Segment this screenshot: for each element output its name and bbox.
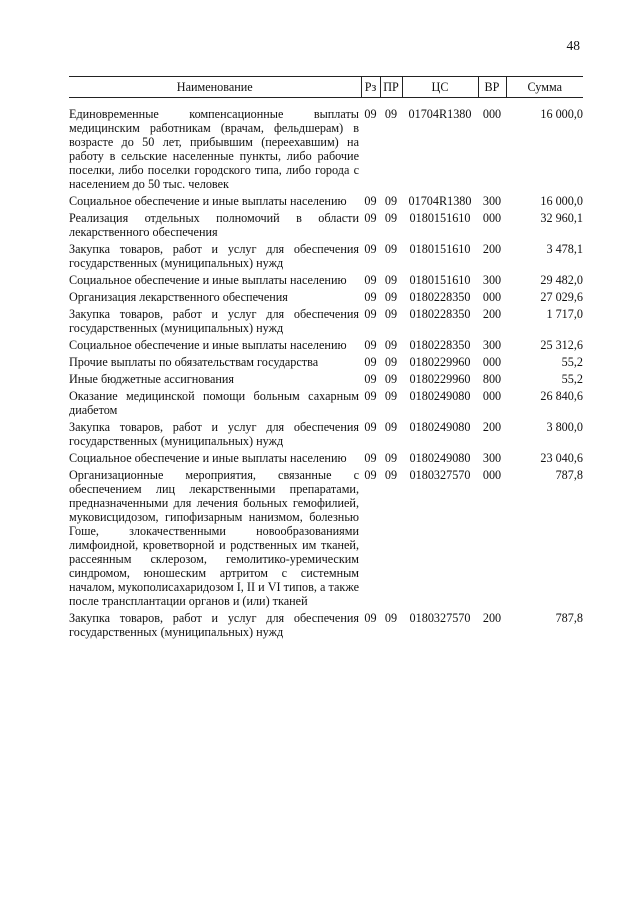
cell-pr: 09 [384,307,398,321]
cell-cs: 0180327570 [409,468,471,482]
cell-name: Закупка товаров, работ и услуг для обеспечения государственных (муниципальных) нужд [69,242,359,270]
cell-cs: 0180151610 [409,273,471,287]
cell-rz: 09 [364,372,377,386]
cell-name: Прочие выплаты по обязательствам государства [69,355,319,369]
cell-vr: 000 [482,468,502,482]
cell-pr: 09 [384,372,398,386]
table-row [69,290,583,307]
page-number: 48 [566,38,580,53]
cell-sum: 16 000,0 [540,107,583,121]
cell-name: Единовременные компенсационные выплаты медицинским работникам (врачам, фельдшерам) в возрасте до 50 лет, прибывшим (переехавшим) на работу в сельские населенные пункты, либо рабочие поселки, либо поселки городского типа, либо города с населением до 50 тыс. человек [69,107,359,191]
cell-pr: 09 [384,107,398,121]
header-sum: Сумма [506,77,583,98]
table-row [69,242,583,273]
table-row [69,307,583,338]
table-row [69,211,583,242]
cell-rz: 09 [364,468,377,482]
cell-vr: 000 [482,107,502,121]
cell-sum: 3 478,1 [546,242,583,256]
cell-cs: 0180229960 [409,355,471,369]
cell-rz: 09 [364,242,377,256]
cell-pr: 09 [384,355,398,369]
cell-cs: 0180249080 [409,389,471,403]
cell-vr: 300 [482,451,502,465]
header-vr: ВР [478,77,506,98]
table-row [69,107,583,194]
cell-pr: 09 [384,389,398,403]
cell-cs: 0180228350 [409,290,471,304]
cell-rz: 09 [364,611,377,625]
cell-pr: 09 [384,338,398,352]
cell-pr: 09 [384,468,398,482]
cell-rz: 09 [364,211,377,225]
cell-sum: 787,8 [555,611,583,625]
cell-rz: 09 [364,273,377,287]
cell-cs: 0180249080 [409,451,471,465]
cell-name: Оказание медицинской помощи больным сахарным диабетом [69,389,359,417]
cell-pr: 09 [384,451,398,465]
cell-name: Социальное обеспечение и иные выплаты населению [69,338,347,352]
cell-cs: 01704R1380 [408,194,472,208]
cell-name: Иные бюджетные ассигнования [69,372,235,386]
cell-cs: 0180151610 [409,242,471,256]
cell-pr: 09 [384,242,398,256]
cell-sum: 25 312,6 [540,338,583,352]
cell-cs: 01704R1380 [408,107,472,121]
cell-vr: 300 [482,194,502,208]
cell-sum: 29 482,0 [540,273,583,287]
cell-sum: 23 040,6 [540,451,583,465]
cell-rz: 09 [364,451,377,465]
cell-pr: 09 [384,194,398,208]
cell-vr: 300 [482,273,502,287]
cell-sum: 26 840,6 [540,389,583,403]
cell-name: Социальное обеспечение и иные выплаты населению [69,194,347,208]
cell-rz: 09 [364,338,377,352]
cell-name: Реализация отдельных полномочий в области лекарственного обеспечения [69,211,359,239]
cell-vr: 000 [482,355,502,369]
table-header [69,77,583,98]
cell-rz: 09 [364,355,377,369]
cell-sum: 55,2 [561,355,583,369]
budget-table [69,76,583,642]
cell-pr: 09 [384,420,398,434]
table-row [69,338,583,355]
table-row [69,389,583,420]
cell-pr: 09 [384,211,398,225]
cell-pr: 09 [384,611,398,625]
cell-vr: 200 [482,420,502,434]
cell-rz: 09 [364,307,377,321]
cell-vr: 200 [482,242,502,256]
header-pr: ПР [380,77,402,98]
cell-cs: 0180249080 [409,420,471,434]
cell-rz: 09 [364,420,377,434]
header-rz: Рз [361,77,380,98]
cell-name: Социальное обеспечение и иные выплаты населению [69,451,347,465]
table-row [69,355,583,372]
cell-sum: 32 960,1 [540,211,583,225]
cell-name: Закупка товаров, работ и услуг для обеспечения государственных (муниципальных) нужд [69,420,359,448]
cell-vr: 800 [482,372,502,386]
cell-sum: 1 717,0 [546,307,583,321]
header-cs: ЦС [402,77,478,98]
cell-pr: 09 [384,273,398,287]
cell-rz: 09 [364,290,377,304]
table-row [69,451,583,468]
cell-sum: 787,8 [555,468,583,482]
header-name: Наименование [69,77,361,98]
cell-rz: 09 [364,194,377,208]
table-row [69,468,583,611]
cell-cs: 0180229960 [409,372,471,386]
cell-sum: 27 029,6 [540,290,583,304]
table-row [69,194,583,211]
cell-cs: 0180228350 [409,307,471,321]
cell-sum: 3 800,0 [546,420,583,434]
cell-name: Социальное обеспечение и иные выплаты населению [69,273,347,287]
table-row [69,273,583,290]
table-row [69,611,583,642]
cell-vr: 000 [482,290,502,304]
table-row [69,372,583,389]
cell-vr: 200 [482,307,502,321]
cell-name: Закупка товаров, работ и услуг для обеспечения государственных (муниципальных) нужд [69,307,359,335]
cell-sum: 16 000,0 [540,194,583,208]
table-row [69,420,583,451]
cell-cs: 0180327570 [409,611,471,625]
cell-cs: 0180228350 [409,338,471,352]
cell-vr: 000 [482,389,502,403]
cell-vr: 000 [482,211,502,225]
cell-vr: 200 [482,611,502,625]
cell-pr: 09 [384,290,398,304]
cell-sum: 55,2 [561,372,583,386]
cell-name: Организация лекарственного обеспечения [69,290,288,304]
cell-rz: 09 [364,107,377,121]
cell-cs: 0180151610 [409,211,471,225]
cell-name: Организационные мероприятия, связанные с обеспечением лиц лекарственными препаратами, предназначенными для лечения больных гемофилией, муковисцидозом, гипофизарным нанизмом, болезнью Гоше, злокачественными новообразованиями лимфоидной, кроветворной и родственных им тканей, рассеянным склерозом, гемолитико-уремическим синдромом, юношеским артритом с системным началом, мукополисахаридозом I, II и VI типов, а также после трансплантации органов и (или) тканей [69,468,359,608]
cell-rz: 09 [364,389,377,403]
table-body [69,98,583,643]
cell-vr: 300 [482,338,502,352]
cell-name: Закупка товаров, работ и услуг для обеспечения государственных (муниципальных) нужд [69,611,359,639]
